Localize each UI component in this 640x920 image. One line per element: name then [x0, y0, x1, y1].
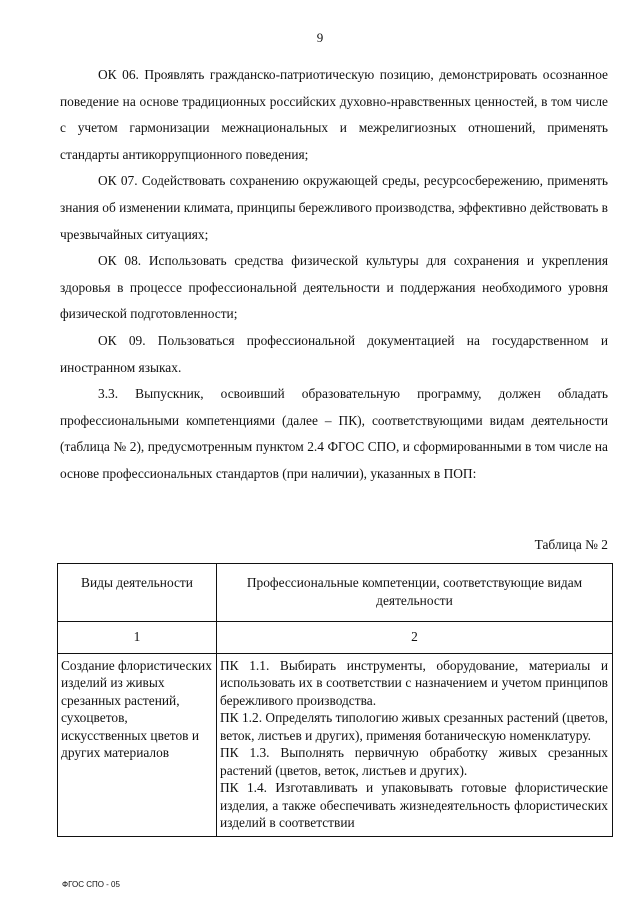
- column-number-2: 2: [217, 622, 613, 654]
- competence-pk-1-3: ПК 1.3. Выполнять первичную обработку живых срезанных растений (цветов, веток, листьев и других).: [220, 745, 608, 778]
- page-number: 9: [316, 30, 324, 45]
- competence-pk-1-1: ПК 1.1. Выбирать инструменты, оборудование, материалы и использовать их в соответствии с назначением и учетом принципов бережливого производства.: [220, 657, 608, 708]
- header-activity: Виды деятельности: [58, 564, 217, 622]
- paragraph-ok-06: ОК 06. Проявлять гражданско-патриотическую позицию, демонстрировать осознанное поведение на основе традиционных российских духовно-нравственных ценностей, в том числе с учетом гармонизации межнациональных и межрелигиозных отношений, применять стандарты антикоррупционного поведения;: [60, 67, 608, 162]
- table-caption: Таблица № 2: [534, 537, 608, 552]
- table-row: [58, 653, 613, 836]
- paragraph-ok-09: ОК 09. Пользоваться профессиональной документацией на государственном и иностранном языках.: [60, 332, 608, 375]
- competence-pk-1-4: ПК 1.4. Изготавливать и упаковывать готовые флористические изделия, а также обеспечивать жизнедеятельность флористических изделий в соответствии: [220, 780, 608, 830]
- competence-table: [57, 563, 613, 837]
- column-number-1: 1: [58, 622, 217, 654]
- competence-pk-1-2: ПК 1.2. Определять типологию живых срезанных растений (цветов, веток, листьев и других), применяя ботаническую номенклатуру.: [220, 710, 608, 743]
- table-number-row: [58, 622, 613, 654]
- activity-cell: Создание флористических изделий из живых срезанных растений, сухоцветов, искусственных цветов и других материалов: [58, 653, 217, 836]
- competences-cell: [217, 653, 613, 836]
- table-header-row: [58, 564, 613, 622]
- paragraph-ok-08: ОК 08. Использовать средства физической культуры для сохранения и укрепления здоровья в процессе профессиональной деятельности и поддержания необходимого уровня физической подготовленности;: [60, 253, 608, 322]
- footer-label: ФГОС СПО - 05: [62, 880, 120, 889]
- paragraph-3-3: 3.3. Выпускник, освоивший образовательную программу, должен обладать профессиональными компетенциями (далее – ПК), соответствующими видам деятельности (таблица № 2), предусмотренным пунктом 2.4 ФГОС СПО, и сформированными в том числе на основе профессиональных стандартов (при наличии), указанных в ПОП:: [60, 386, 608, 481]
- header-competences: Профессиональные компетенции, соответствующие видам деятельности: [217, 564, 613, 622]
- paragraph-ok-07: ОК 07. Содействовать сохранению окружающей среды, ресурсосбережению, применять знания об изменении климата, принципы бережливого производства, эффективно действовать в чрезвычайных ситуациях;: [60, 173, 608, 242]
- body-text: [60, 62, 608, 488]
